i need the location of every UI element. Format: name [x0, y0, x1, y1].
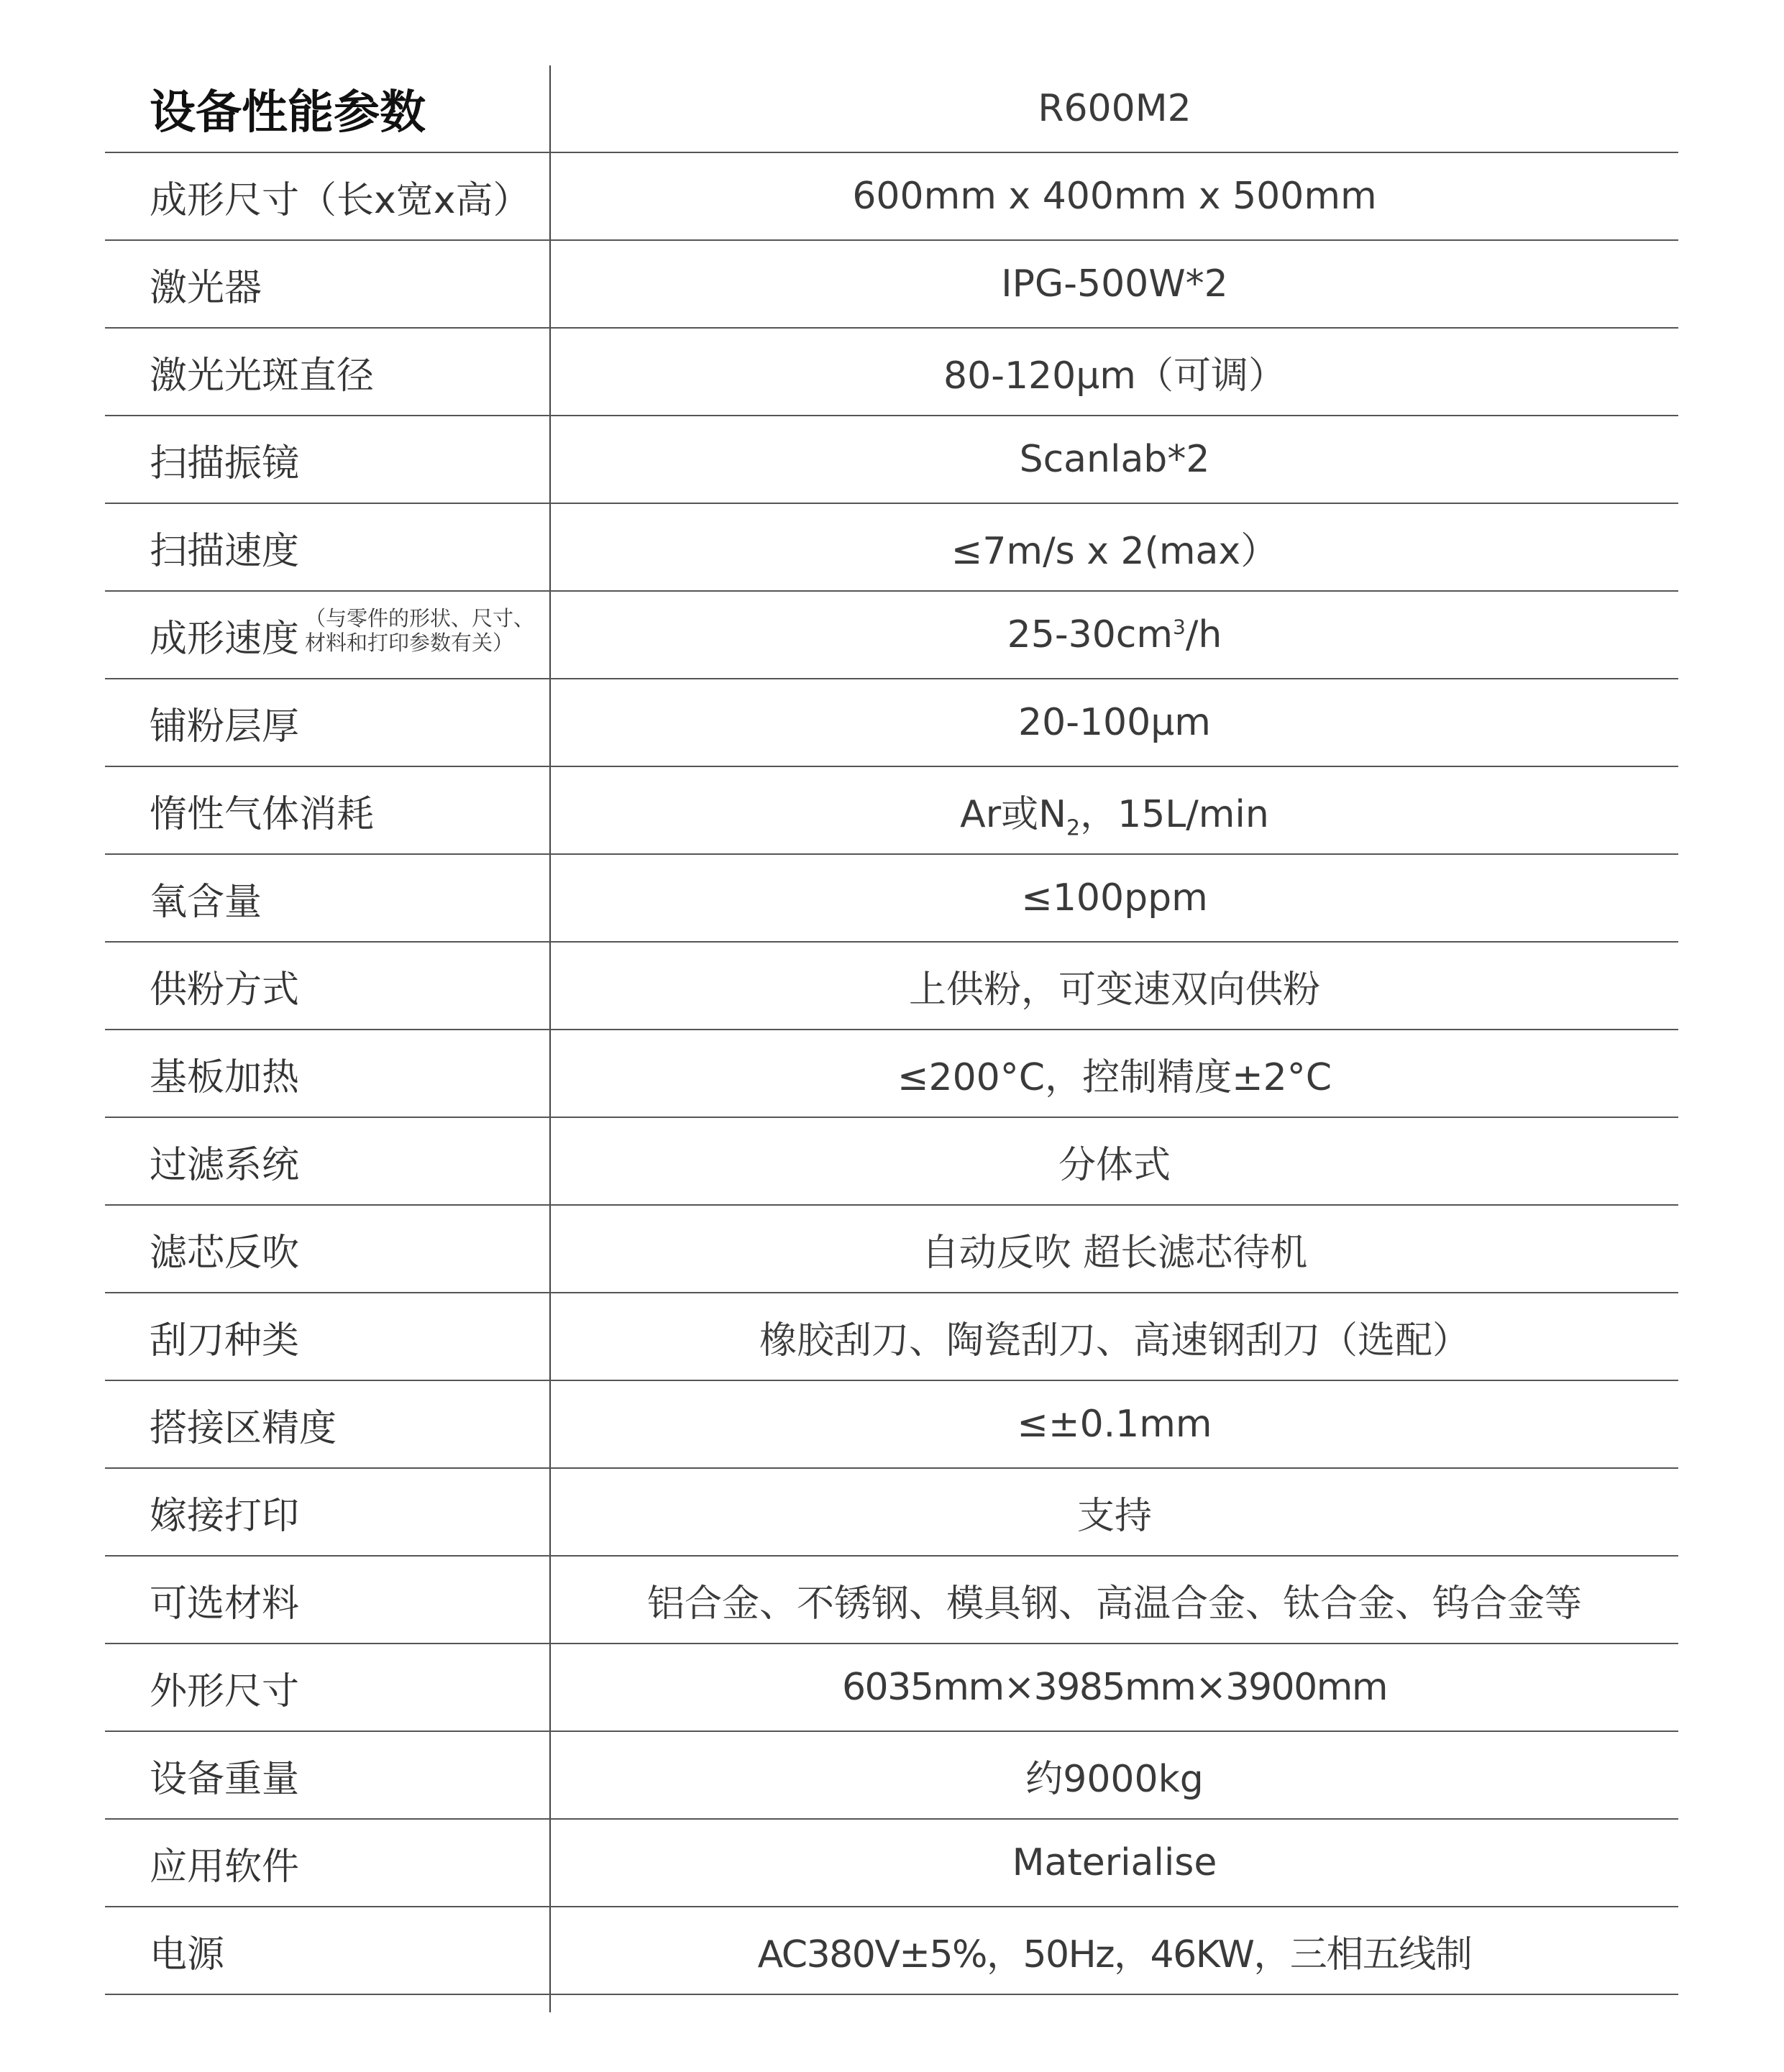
table-row: [105, 679, 1678, 767]
row-label-filter-system: 过滤系统: [150, 1143, 300, 1187]
table-row: [105, 153, 1678, 241]
table-row: [105, 1381, 1678, 1469]
row-value-power: AC380V±5%，50Hz，46KW，三相五线制: [757, 1933, 1472, 1976]
table-row: [105, 855, 1678, 943]
row-value-spot-diameter: 80-120μm（可调）: [943, 354, 1286, 398]
row-value-powder-feed: 上供粉，可变速双向供粉: [908, 968, 1320, 1012]
build-rate-value-main: 25-30cm: [1007, 613, 1174, 656]
table-row: [105, 329, 1678, 416]
table-row: [105, 241, 1678, 329]
build-rate-note-line2: 材料和打印参数有关）: [305, 631, 514, 655]
table-row: [105, 767, 1678, 855]
row-value-software: Materialise: [1012, 1841, 1217, 1884]
table-row: [105, 1644, 1678, 1732]
row-value-scan-speed: ≤7m/s x 2(max）: [951, 529, 1278, 573]
table-row: [105, 1469, 1678, 1557]
row-label-layer-thickness: 铺粉层厚: [150, 705, 300, 748]
row-label-scan-speed: 扫描速度: [150, 529, 300, 573]
row-label-laser: 激光器: [150, 266, 262, 310]
row-value-hybrid-printing: 支持: [1076, 1494, 1152, 1538]
row-label-plate-heating: 基板加热: [150, 1055, 300, 1099]
table-row: [105, 943, 1678, 1030]
row-label-filter-backflush: 滤芯反吹: [150, 1231, 300, 1275]
row-value-build-rate: [551, 613, 1678, 656]
row-label-recoater-type: 刮刀种类: [150, 1319, 300, 1362]
row-value-materials: 铝合金、不锈钢、模具钢、高温合金、钛合金、钨合金等: [646, 1582, 1582, 1626]
row-label-weight: 设备重量: [150, 1757, 300, 1801]
row-value-weight: 约9000kg: [1025, 1757, 1204, 1801]
row-value-plate-heating: ≤200°C，控制精度±2°C: [897, 1055, 1332, 1099]
table-row: [105, 1732, 1678, 1820]
row-value-build-size: 600mm x 400mm x 500mm: [852, 175, 1377, 218]
table-row: [105, 1293, 1678, 1381]
table-row: [105, 416, 1678, 504]
table-row: [105, 1206, 1678, 1293]
build-rate-note: [305, 606, 534, 655]
row-label-inert-gas: 惰性气体消耗: [150, 792, 375, 836]
row-label-spot-diameter: 激光光斑直径: [150, 354, 375, 398]
row-label-build-size: 成形尺寸（长x宽x高）: [150, 178, 531, 222]
spec-table: [105, 65, 1678, 1995]
build-rate-label-text: 成形速度: [150, 617, 300, 661]
row-label-hybrid-printing: 嫁接打印: [150, 1494, 300, 1538]
row-label-software: 应用软件: [150, 1845, 300, 1889]
build-rate-value-sup: 3: [1173, 615, 1186, 639]
row-value-filter-backflush: 自动反吹 超长滤芯待机: [921, 1231, 1308, 1275]
table-row: [105, 1907, 1678, 1995]
row-label-powder-feed: 供粉方式: [150, 968, 300, 1012]
row-label-power: 电源: [150, 1933, 225, 1976]
row-value-layer-thickness: 20-100μm: [1018, 701, 1211, 744]
row-label-dimensions: 外形尺寸: [150, 1669, 300, 1713]
row-value-galvo: Scanlab*2: [1019, 438, 1210, 481]
row-value-filter-system: 分体式: [1058, 1143, 1171, 1187]
build-rate-note-line1: （与零件的形状、尺寸、: [305, 606, 535, 631]
row-value-oxygen: ≤100ppm: [1021, 876, 1208, 920]
row-label-materials: 可选材料: [150, 1582, 300, 1626]
table-row: [105, 1820, 1678, 1907]
inert-gas-value-sub: 2: [1066, 815, 1081, 840]
table-row: [105, 1118, 1678, 1206]
build-rate-value-tail: /h: [1185, 613, 1222, 656]
model-name: R600M2: [1038, 87, 1191, 130]
row-label-galvo: 扫描振镜: [150, 441, 300, 485]
table-row: [105, 1557, 1678, 1644]
inert-gas-value-main: Ar或N: [960, 792, 1067, 836]
table-row: [105, 504, 1678, 592]
row-label-oxygen: 氧含量: [150, 880, 262, 924]
row-value-laser: IPG-500W*2: [1001, 262, 1228, 306]
row-label-build-rate: [105, 608, 551, 662]
table-row: [105, 1030, 1678, 1118]
table-header-row: [105, 65, 1678, 153]
row-value-inert-gas: [551, 784, 1678, 838]
row-value-overlap-accuracy: ≤±0.1mm: [1017, 1403, 1212, 1446]
table-row: [105, 592, 1678, 679]
row-label-overlap-accuracy: 搭接区精度: [150, 1406, 337, 1450]
inert-gas-value-tail: ，15L/min: [1080, 792, 1269, 836]
row-value-dimensions: 6035mm×3985mm×3900mm: [841, 1666, 1388, 1709]
row-value-recoater-type: 橡胶刮刀、陶瓷刮刀、高速钢刮刀（选配）: [759, 1319, 1470, 1362]
table-title: 设备性能参数: [150, 86, 426, 139]
